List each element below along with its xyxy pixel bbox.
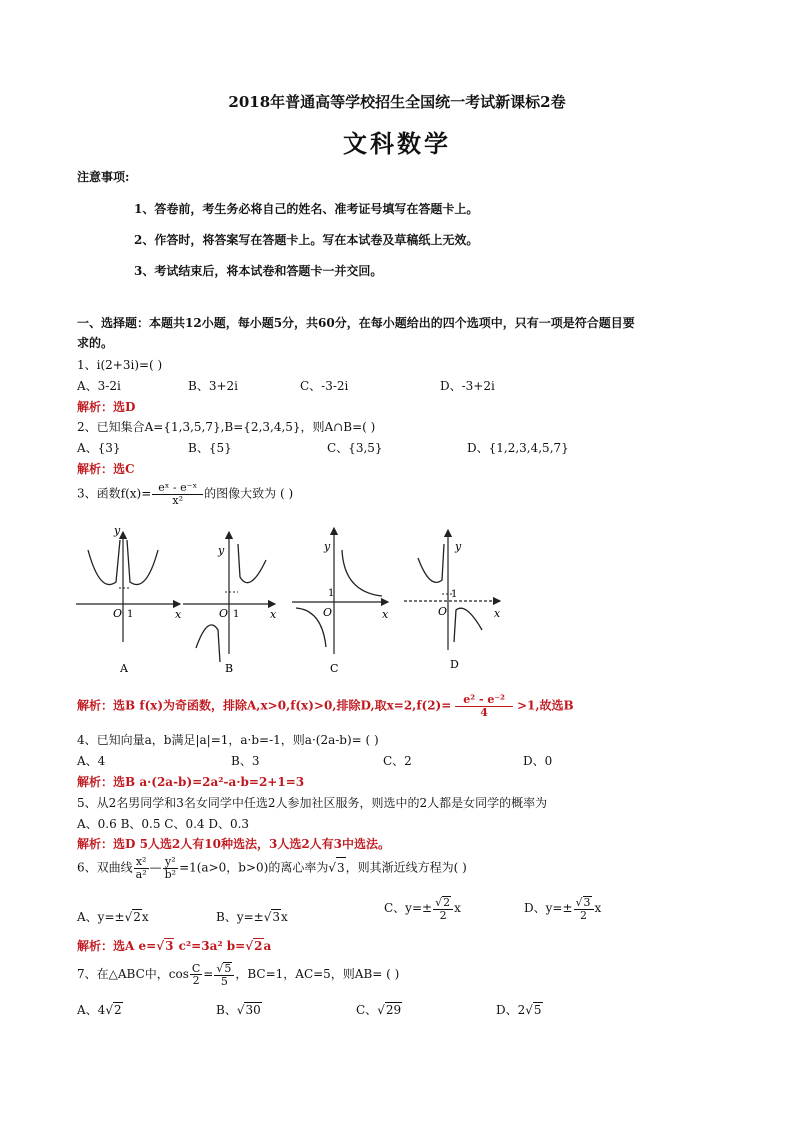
q1-option-d: D、-3+2i xyxy=(440,379,495,393)
q6-analysis: 解析：选A e=√3 c²=3a² b=√2a xyxy=(77,939,272,953)
q2-stem: 2、已知集合A={1,3,5,7},B={2,3,4,5}，则A∩B=( ) xyxy=(77,420,376,434)
graph-a-curve-left xyxy=(88,540,120,585)
graph-b-y-label: y xyxy=(218,544,225,557)
q4-analysis: 解析：选B a·(2a-b)=2a²-a·b=2+1=3 xyxy=(77,775,305,789)
graph-d-y-label: y xyxy=(455,540,462,553)
graph-a-y-label: y xyxy=(114,524,121,537)
q2-option-c: C、{3,5} xyxy=(327,441,383,455)
graph-a-x-label: x xyxy=(175,608,182,621)
graph-b-x-label: x xyxy=(270,608,277,621)
section-heading-line2: 求的。 xyxy=(77,336,114,350)
graph-b-curve-right xyxy=(238,544,266,583)
q1-option-b: B、3+2i xyxy=(188,379,238,393)
q7-option-c: C、√29 xyxy=(356,1003,402,1017)
graph-c-curve-right xyxy=(342,550,382,596)
q4-option-c: C、2 xyxy=(383,754,412,768)
graph-c-origin: O xyxy=(323,606,333,619)
q6-option-d: D、y=± $\frac{√3}{2}$ x xyxy=(524,896,602,922)
q3-stem: 3、函数f(x)= $\frac{\text{eˣ - e⁻ˣ}}{\text{x²}}$ 的图像大致为 ( ) xyxy=(77,481,294,507)
q1-stem: 1、i(2+3i)=( ) xyxy=(77,358,163,372)
graph-c-one: 1 xyxy=(328,588,335,599)
graph-d-x-label: x xyxy=(494,607,501,620)
q2-option-a: A、{3} xyxy=(77,441,121,455)
notice-item-3: 3、考试结束后，将本试卷和答题卡一并交回。 xyxy=(134,264,383,278)
q4-option-b: B、3 xyxy=(231,754,260,768)
q4-stem: 4、已知向量a，b满足|a|=1，a·b=-1，则a·(2a-b)= ( ) xyxy=(77,733,379,747)
q2-analysis: 解析：选C xyxy=(77,462,135,476)
graph-b-one: 1 xyxy=(233,609,240,620)
q1-option-a: A、3-2i xyxy=(77,379,121,393)
q3-analysis: 解析：选B f(x)为奇函数，排除A,x>0,f(x)>0,排除D,取x=2,f(2)= $\frac{\text{e² - e⁻²}}{4}$ >1,故选B xyxy=(77,693,574,719)
section-heading-line1: 一、选择题：本题共12小题，每小题5分，共60分，在每小题给出的四个选项中，只有一项是符合题目要 xyxy=(77,316,635,330)
graph-a-origin: O xyxy=(113,607,123,620)
graph-c-x-label: x xyxy=(382,608,389,621)
graph-b-origin: O xyxy=(219,607,229,620)
q5-analysis: 解析：选D 5人选2人有10种选法，3人选2人有3中选法。 xyxy=(77,837,391,851)
q2-option-b: B、{5} xyxy=(188,441,232,455)
q4-option-a: A、4 xyxy=(77,754,106,768)
graph-b-label: B xyxy=(225,662,234,675)
graph-c-curve-left xyxy=(296,608,326,647)
exam-title: 2018年普通高等学校招生全国统一考试新课标2卷 xyxy=(228,93,566,111)
graph-d-curve-left xyxy=(418,544,444,582)
graph-a-curve-right xyxy=(127,540,158,585)
q1-option-c: C、-3-2i xyxy=(300,379,349,393)
graph-b-curve-left xyxy=(196,625,220,662)
q4-option-d: D、0 xyxy=(523,754,553,768)
q5-stem: 5、从2名男同学和3名女同学中任选2人参加社区服务，则选中的2人都是女同学的概率为 xyxy=(77,796,548,810)
q1-analysis: 解析：选D xyxy=(77,400,136,414)
graph-d-one: 1 xyxy=(451,589,458,600)
graph-b xyxy=(183,532,277,675)
graph-c-y-label: y xyxy=(324,540,331,553)
q7-option-d: D、2√5 xyxy=(496,1003,542,1017)
notice-item-1: 1、答卷前，考生务必将自己的姓名、准考证号填写在答题卡上。 xyxy=(134,202,479,216)
graph-c xyxy=(292,528,389,675)
notice-heading: 注意事项: xyxy=(77,170,130,184)
subject-title: 文科数学 xyxy=(343,129,451,158)
graph-a-label: A xyxy=(120,662,128,675)
notice-item-2: 2、作答时，将答案写在答题卡上。写在本试卷及草稿纸上无效。 xyxy=(134,233,479,247)
graph-a-one: 1 xyxy=(127,609,134,620)
q3-fraction: $\frac{\text{eˣ - e⁻ˣ}}{\text{x²}}$ xyxy=(152,482,203,506)
q2-option-d: D、{1,2,3,4,5,7} xyxy=(467,441,569,455)
q3-graphs xyxy=(70,522,530,682)
graph-d-label: D xyxy=(450,658,459,671)
graph-a xyxy=(76,524,182,675)
q7-option-b: B、√30 xyxy=(216,1003,261,1017)
graph-d-curve-right xyxy=(454,608,482,642)
q7-stem: 7、在△ABC中，cos $\frac{C}{2}$ = $\frac{√5}{5}$ ，BC=1，AC=5，则AB= ( ) xyxy=(77,961,400,988)
q6-option-a: A、y=±√2x xyxy=(77,910,149,924)
q7-option-a: A、4√2 xyxy=(77,1003,122,1017)
q5-options: A、0.6 B、0.5 C、0.4 D、0.3 xyxy=(77,817,250,831)
q6-option-b: B、y=±√3x xyxy=(216,910,288,924)
graph-c-label: C xyxy=(330,662,339,675)
graph-d xyxy=(404,530,501,671)
q6-stem: 6、双曲线 $\frac{\text{x²}}{\text{a²}}$ — $\frac{\text{y²}}{\text{b²}}$ =1(a>0，b>0)的离心率为√3，则其渐近线方程为( ) xyxy=(77,855,467,881)
graph-d-origin: O xyxy=(438,605,448,618)
q6-option-c: C、y=± $\frac{√2}{2}$ x xyxy=(384,896,461,922)
